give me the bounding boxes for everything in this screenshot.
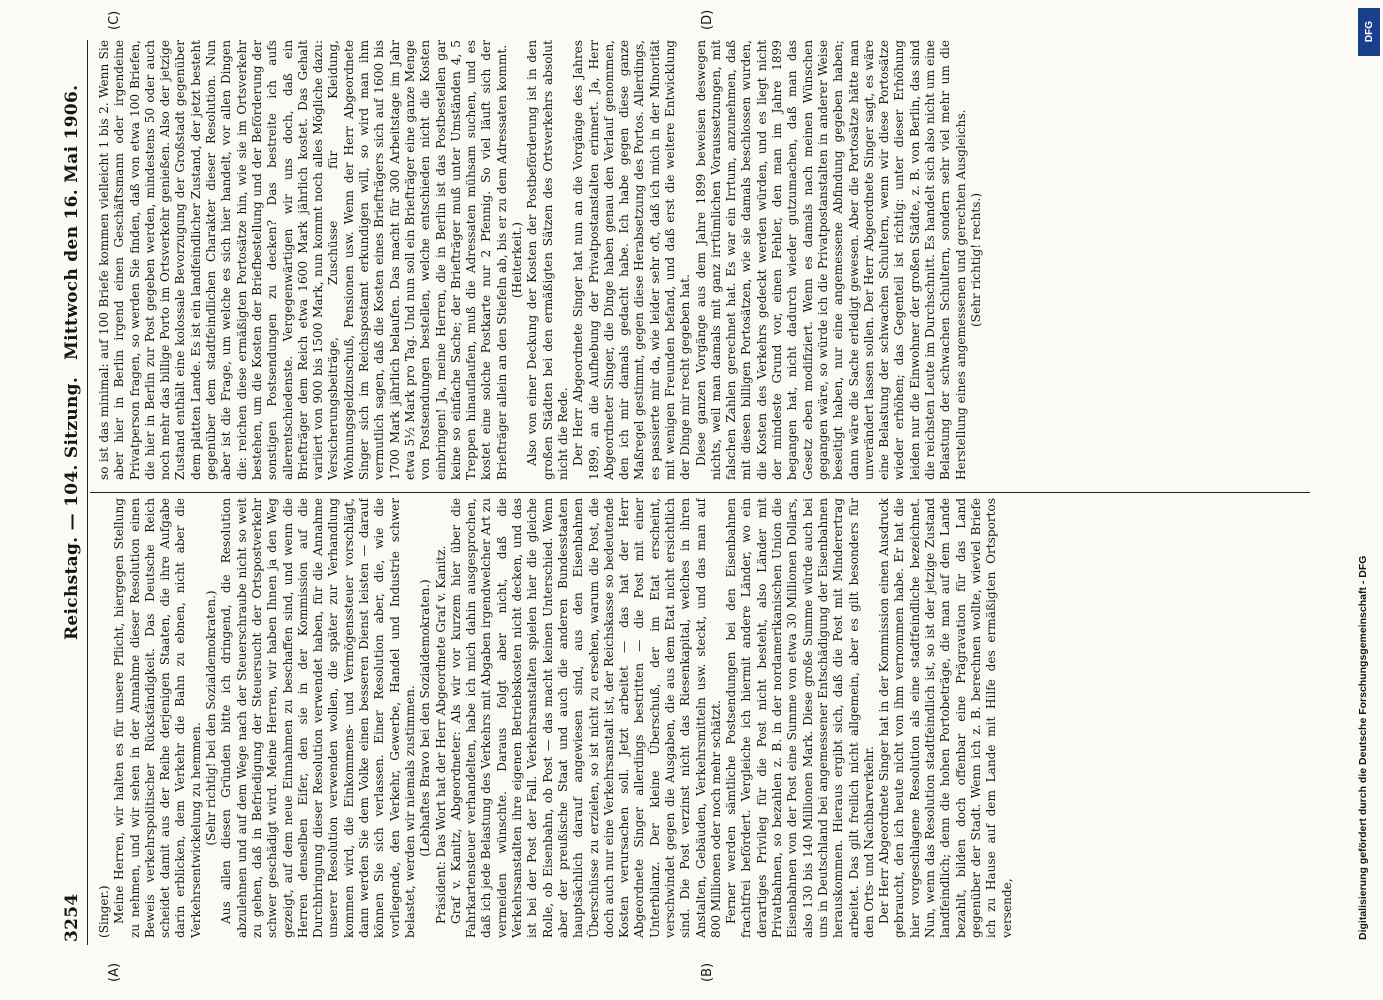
margin-mark-d: (D)	[700, 9, 715, 30]
page-number: 3254	[62, 893, 82, 942]
left-column	[97, 498, 1312, 938]
paragraph: Also von einer Deckung der Kosten der Postbeförderung ist in den großen Städten bei den ermäßigten Sätzen des Ortsverkehrs absolut nicht die Rede.	[525, 40, 570, 480]
president-remark: Präsident: Das Wort hat der Herr Abgeordnete Graf v. Kanitz.	[433, 545, 448, 924]
date-heading: Mittwoch den 16. Mai 1906.	[62, 84, 82, 360]
paragraph: Diese ganzen Vorgänge aus dem Jahre 1899 beweisen deswegen nichts, weil man damals mit ganz irrtümlichen Voraussetzungen, mit falschen Zahlen gerechnet hat. Es war ein Irrtum, anzunehmen, daß mit diesen billigen Portosätzen, wie sie damals beschlossen wurden, die Kosten des Verkehrs gedeckt werden würden, und es liegt nicht der mindeste Grund vor, einen Fehler, den man im Jahre 1899 begangen hat, nicht dadurch wieder gutzumachen, daß man das Gesetz eben modifiziert. Wenn es damals nach meinen Wünschen gegangen wäre, so würde ich die Privatpostanstalten in anderer Weise beseitigt haben, nur eine angemessene Abfindung gegeben haben; dann wäre die Sache erledigt gewesen. Aber die Portosätze hätte man unverändert lassen sollen. Der Herr Abgeordnete Singer sagt, es wäre eine Belastung der schwachen Schultern, wenn wir diese Portosätze wieder erhöhen; das Gegenteil ist richtig: unter dieser Erhöhung leiden nur die Einwohner der großen Städte, z. B. von Berlin, das sind die reichsten Leute im Durchschnitt. Es handelt sich also nicht um eine Belastung der schwachen Schultern, sondern sehr viel mehr um die Herstellung eines angemessenen und gerechten Ausgleichs.	[693, 40, 968, 480]
header-rule	[87, 40, 88, 945]
interjection: (Sehr richtig! bei den Sozialdemokraten.)	[204, 590, 219, 846]
dfg-logo: DFG	[1358, 8, 1380, 56]
paragraph: Der Herr Abgeordnete Singer hat in der Kommission einen Ausdruck gebraucht, den ich heute nicht von ihm vernommen habe. Er hat die hier vorgeschlagene Resolution als eine stadtfeindliche bezeichnet. Nun, wenn das Resolution stadtfeindlich ist, so ist der jetzige Zustand landfeindlich; denn die hohen Portobeträge, die man auf dem Lande bezahlt, bilden doch offenbar eine Prägravation für das Land gegenüber der Stadt. Wenn ich z. B. berechnen wollte, wieviel Briefe ich zu Hause auf dem Lande mit Hilfe des ermäßigten Ortsportos versende,	[877, 498, 1014, 938]
margin-mark-b: (B)	[700, 962, 715, 982]
interjection: (Lebhaftes Bravo bei den Sozialdemokraten.)	[418, 579, 433, 857]
interjection: (Heiterkeit.)	[510, 222, 525, 298]
margin-mark-a: (A)	[107, 962, 122, 982]
paragraph: Graf v. Kanitz, Abgeordneter: Als wir vor kurzem hier über die Fahrkartensteuer verhandelten, habe ich mich dahin ausgesprochen, daß ich jede Belastung des Verkehrs mit Abgaben irgendwelcher Art zu vermeiden wünschte. Daraus folgt aber nicht, daß die Verkehrsanstalten ihre eigenen Betriebskosten nicht decken, und das ist bei der Post der Fall. Verkehrsanstalten spielen hier die gleiche Rolle, ob Eisenbahn, ob Post — das macht keinen Unterschied. Wenn aber der preußische Staat und auch die anderen Bundesstaaten hauptsächlich darauf angewiesen sind, aus den Eisenbahnen Überschüsse zu erzielen, so ist nicht zu ersehen, warum die Post, die doch auch nur eine Verkehrsanstalt ist, der Reichskasse so bedeutende Kosten verursachen soll. Jetzt arbeitet — das hat der Herr Abgeordnete Singer allerdings bestritten — die Post mit einer Unterbilanz. Der kleine Überschuß, der im Etat erscheint, verschwindet gegen die Ausgaben, die aus dem Etat nicht ersichtlich sind. Die Post verzinst nicht das Riesenkapital, welches in ihren Anstalten, Gebäuden, Verkehrsmitteln usw. steckt, und das man auf 800 Millionen oder noch mehr schätzt.	[448, 498, 723, 938]
right-column	[97, 40, 1312, 480]
column-divider	[90, 492, 1310, 493]
paragraph: Ferner werden sämtliche Postsendungen bei den Eisenbahnen frachtfrei befördert. Vergleiche ich hiermit andere Länder, wo ein derartiges Privileg für die Post nicht besteht, also Länder mit Privatbahnen, so bezahlen z. B. in der nordamerikanischen Union die Eisenbahnen von der Post eine Summe von etwa 30 Millionen Dollars, also 130 bis 140 Millionen Mark. Diese große Summe würde auch bei uns in Deutschland bei angemessener Entschädigung der Eisenbahnen herauskommen. Hieraus ergibt sich, daß die Post mit Minderertrag arbeitet. Das gilt freilich nicht allgemein, aber es gilt besonders für den Orts- und Nachbarverkehr.	[724, 498, 876, 938]
paragraph: Aus allen diesen Gründen bitte ich dringend, die Resolution abzulehnen und auf dem Wege nach der Steuerschraube nicht so weit zu gehen, daß in Befriedigung der Steuersucht der Ortspostverkehr schwer geschädigt wird. Meine Herren, wir haben Ihnen ja den Weg gezeigt, auf dem neue Einnahmen zu beschaffen sind, und wenn die Herren denselben Eifer, den sie in der Kommission auf die Durchbringung dieser Resolution verwendet haben, für die Annahme unserer Resolution verwenden wollen, die später zur Verhandlung kommen wird, die Einkommens- und Vermögenssteuer vorschlägt, dann werden Sie dem Volke einen besseren Dienst leisten — darauf können Sie sich verlassen. Einer Resolution aber, die, wie die vorliegende, den Verkehr, Gewerbe, Handel und Industrie schwer belastet, werden wir niemals zustimmen.	[219, 498, 417, 938]
speaker-tag: (Singer.)	[97, 885, 111, 938]
digitization-note: Digitalisierung gefördert durch die Deutsche Forschungsgemeinschaft - DFG	[1357, 555, 1369, 940]
paragraph: so ist das minimal: auf 100 Briefe kommen vielleicht 1 bis 2. Wenn Sie aber hier in Berlin irgend einen Geschäftsmann oder irgendeine Privatperson fragen, so werden Sie finden, daß von etwa 100 Briefen, die hier in Berlin zur Post gegeben werden, mindestens 50 oder auch noch mehr das billige Porto im Ortsverkehr genießen. Also der jetzige Zustand enthält eine kolossale Bevorzugung der Großstadt gegenüber dem platten Lande. Es ist ein landfeindlicher Zustand, der jetzt besteht gegenüber dem stadtfeindlichen Charakter dieser Resolution. Nun aber ist die Frage, um welche es sich hier handelt, vor allen Dingen die: reichen diese ermäßigten Portosätze hin, wie sie im Ortsverkehr bestehen, um die Kosten der Briefbestellung und der Beförderung der sonstigen Postsendungen zu decken? Das bestreite ich aufs allerentschiedenste. Vergegenwärtigen wir uns doch, daß ein Briefträger dem Reich etwa 1600 Mark jährlich kostet. Das Gehalt variiert von 900 bis 1500 Mark, nun kommt noch alles Mögliche dazu: Versicherungsbeiträge, Zuschüsse für Kleidung, Wohnungsgeldzuschuß, Pensionen usw. Wenn der Herr Abgeordnete Singer sich im Reichspostamt erkundigen will, so wird man ihm vermutlich sagen, daß die Kosten eines Briefträgers sich auf 1600 bis 1700 Mark jährlich belaufen. Das macht für 300 Arbeitstage im Jahr etwa 5½ Mark pro Tag. Und nun soll ein Briefträger eine ganze Menge von Postsendungen bestellen, welche entschieden nicht die Kosten einbringen! Ja, meine Herren, die in Berlin ist das Postbestellen gar keine so einfache Sache; der Briefträger muß unter Umständen 4, 5 Treppen hinauflaufen, muß die Adressaten mühsam suchen, und es kostet eine solche Postkarte nur 2 Pfennig. So viel läuft sich der Briefträger allein an den Stiefeln ab, bis er zu dem Adressaten kommt.	[97, 40, 509, 480]
paragraph: Der Herr Abgeordnete Singer hat nun an die Vorgänge des Jahres 1899, an die Aufhebung der Privatpostanstalten erinnert. Ja, Herr Abgeordneter Singer, die Dinge haben genau den Verlauf genommen, den ich mir damals gedacht habe. Ich habe gegen diese ganze Maßregel gestimmt, gegen diese Herabsetzung des Portos. Allerdings, es passierte mir da, wie leider sehr oft, daß ich mich in der Minorität mit wenigen Freunden befand, und daß erst die weitere Entwicklung der Dinge mir recht gegeben hat.	[571, 40, 693, 480]
session-heading: Reichstag. — 104. Sitzung.	[62, 376, 82, 640]
paragraph: Meine Herren, wir halten es für unsere Pflicht, hiergegen Stellung zu nehmen, und wir sehen in der Annahme dieser Resolution einen Beweis verkehrspolitischer Rückständigkeit. Das Deutsche Reich scheidet damit aus der Reihe derjenigen Staaten, die ihre Aufgabe darin erblicken, dem Verkehr die Bahn zu ebnen, nicht aber die Verkehrsentwickelung zu hemmen.	[112, 498, 203, 938]
margin-mark-c: (C)	[107, 10, 122, 30]
interjection: (Sehr richtig! rechts.)	[968, 192, 983, 328]
